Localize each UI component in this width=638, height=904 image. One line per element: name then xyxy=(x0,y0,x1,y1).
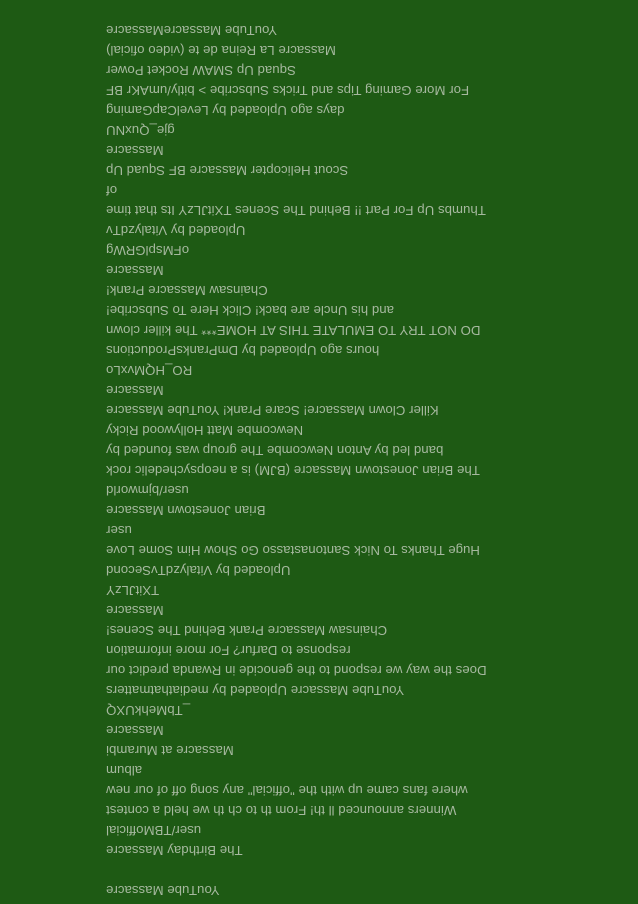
text-line: Massacre at Murambi xyxy=(106,743,234,758)
text-line: hours ago Uploaded by DmPranksProductions xyxy=(106,343,380,358)
text-line: The Birthday Massacre xyxy=(106,843,243,858)
text-line: Squad Up SMAW Rocket Power xyxy=(106,63,296,78)
text-line: Brian Jonestown Massacre xyxy=(106,503,266,518)
text-line: Newcombe Matt Hollywood Ricky xyxy=(106,423,304,438)
text-line: Winners announced ll th! From th to ch th we held a contest xyxy=(106,803,457,818)
text-line: Chainsaw Massacre Prank Behind The Scenes! xyxy=(106,623,388,638)
text-line: YouTube Massacre Uploaded by mediathatmatters xyxy=(106,683,405,698)
text-line: user xyxy=(106,523,132,538)
text-line: Killer Clown Massacre! Scare Prank! YouTube Massacre xyxy=(106,403,439,418)
text-line: user/bjmworld xyxy=(106,483,189,498)
text-line: oFMsplGRWg xyxy=(106,243,190,258)
text-line: RO_HQMvxLo xyxy=(106,363,193,378)
text-line: Massacre La Reina de te (video oficial) xyxy=(106,43,336,58)
text-line: YouTube MassacreMassacre xyxy=(106,23,278,38)
text-line: album xyxy=(106,763,143,778)
text-line: gje_QuxNU xyxy=(106,123,175,138)
text-line: Scout Helicopter Massacre BF Squad Up xyxy=(106,163,349,178)
text-line: Massacre xyxy=(106,263,164,278)
text-line: Uploaded by VitalyzdTvSecond xyxy=(106,563,291,578)
text-line: For More Gaming Tips and Tricks Subscribe > bitly/umAKr BF xyxy=(106,83,470,98)
text-line: _TbMehkUXQ xyxy=(106,703,191,718)
text-line: Does the way we respond to the genocide in Rwanda predict our xyxy=(106,663,487,678)
text-line: Massacre xyxy=(106,723,164,738)
text-line: band led by Anton Newcombe The group was founded by xyxy=(106,443,444,458)
text-line: The Brian Jonestown Massacre (BJM) is a neopsychedelic rock xyxy=(106,463,480,478)
text-line: Thumbs Up For Part !! Behind The Scenes TXitJLzY Its that time xyxy=(106,203,486,218)
text-line: response to Darfur? For more information xyxy=(106,643,351,658)
text-line: Massacre xyxy=(106,383,164,398)
text-line: and his Uncle are back! Click Here To Subscribe! xyxy=(106,303,395,318)
text-line: where fans came up with the "official" any song off of our new xyxy=(106,783,468,798)
text-line: Massacre xyxy=(106,603,164,618)
text-line: Uploaded by VitalyzdTv xyxy=(106,223,246,238)
text-line: TXitJLzY xyxy=(106,583,160,598)
text-line: DO NOT TRY TO EMULATE THIS AT HOME*** The killer clown xyxy=(106,323,481,338)
text-line: YouTube Massacre xyxy=(106,883,220,898)
text-line: Huge Thanks To Nick Santonastasso Go Show Him Some Love xyxy=(106,543,480,558)
text-line: of xyxy=(106,183,118,198)
text-line: user/TBMofficial xyxy=(106,823,202,838)
text-line: days ago Uploaded by LevelCapGaming xyxy=(106,103,345,118)
text-line: Chainsaw Massacre Prank! xyxy=(106,283,268,298)
text-line: Massacre xyxy=(106,143,164,158)
